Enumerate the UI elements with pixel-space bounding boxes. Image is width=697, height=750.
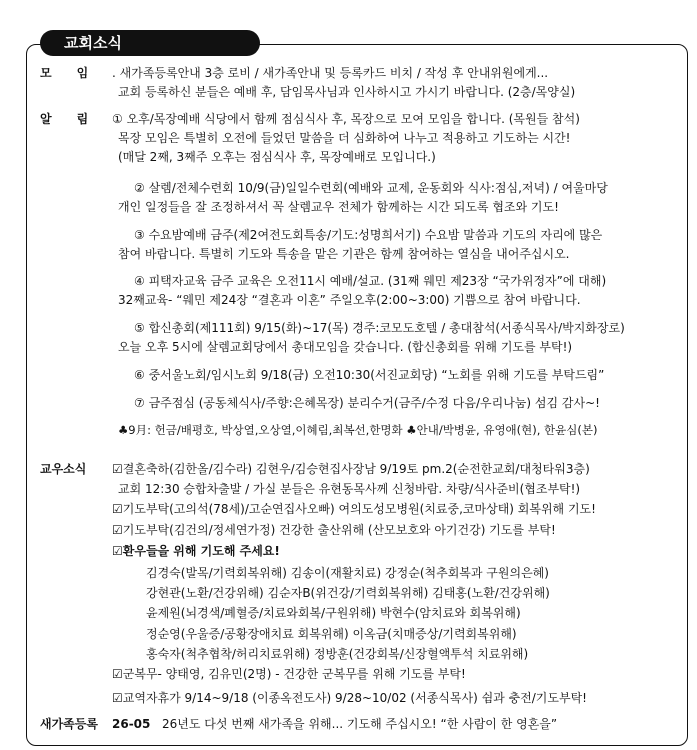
checkbox-icon [112, 462, 123, 476]
prayer-2 [112, 521, 556, 540]
patients-title [112, 542, 280, 561]
checkbox-icon [112, 502, 123, 516]
staff-vacation [112, 689, 587, 708]
section-title: 교회소식 [40, 30, 260, 56]
notice-4-line-2: 32째교육- “웨민 제24장 “결혼과 이혼” 주일오후(2:00~3:00) 기쁨으로 참여 바랍니다. [118, 293, 581, 307]
wedding-line-1 [112, 460, 590, 479]
wedding-text-1: 결혼축하(김한올/김수라) 김현우/김승현집사장남 9/19토 pm.2(순전한교회/대청타워3층) [122, 462, 590, 476]
notice-6-line-1: ⑥ 중서울노회/임시노회 9/18(금) 오전10:30(서진교회당) “노회를 위해 기도를 부탁드림” [134, 368, 605, 382]
patients-line-5: 홍숙자(척추협착/허리치료위해) 정방훈(건강회복/신장혈액투석 치료위해) [146, 647, 529, 661]
meeting-line-1: . 새가족등록안내 3층 로비 / 새가족안내 및 등록카드 비치 / 작성 후 안내위원에게... [112, 66, 549, 80]
notice-2-line-2: 개인 일정들을 잘 조정하셔서 꼭 살렘교우 전체가 함께하는 시간 되도록 협조와 기도! [118, 200, 559, 214]
notice-3-line-2: 참여 바랍니다. 특별히 기도와 특송을 맡은 기관은 함께 참여하는 열심을 내어주십시오. [118, 247, 570, 261]
prayer-1 [112, 500, 596, 519]
wedding-line-2: 교회 12:30 승합차출발 / 가실 분들은 유현동목사께 신청바람. 차량/식사준비(협조부탁!) [118, 482, 581, 496]
checkbox-icon [112, 691, 123, 705]
notice-2-line-1: ② 살렘/전체수련회 10/9(금)일일수련회(예배와 교제, 운동회와 식사:점심,저녁) / 여울마당 [134, 181, 608, 195]
notice-4-line-1: ④ 피택자교육 금주 교육은 오전11시 예배/설교. (31째 웨민 제23장 “국가위정자”에 대해) [134, 274, 607, 288]
patients-title-text: 환우들을 위해 기도해 주세요! [122, 544, 280, 558]
newfamily-text: 26년도 다섯 번째 새가족을 위해... 기도해 주십시오! “한 사람이 한 영혼을” [162, 717, 558, 731]
notice-5-line-2: 오늘 오후 5시에 살렘교회당에서 총대모임을 갖습니다. (합신총회를 위해 기도를 부탁!) [118, 340, 573, 354]
notice-3-line-1: ③ 수요밤예배 금주(제2여전도회특송/기도:성명희서기) 수요밤 말씀과 기도의 자리에 많은 [134, 228, 603, 242]
patients-line-1: 김경숙(발목/기력회복위해) 김송이(재활치료) 강정순(척추회복과 구원의은혜) [146, 566, 549, 580]
checkbox-icon [112, 523, 123, 537]
notice-1-line-1: ① 오후/목장예배 식당에서 함께 점심식사 후, 목장으로 모여 모임을 합니다. (목원들 참석) [112, 112, 580, 126]
notice-1-line-3: (매달 2째, 3째주 오후는 점심식사 후, 목장예배로 모입니다.) [118, 150, 436, 164]
military-service [112, 665, 466, 684]
label-notice: 알 림 [40, 112, 89, 126]
checkbox-icon [112, 544, 123, 558]
patients-line-4: 정순영(우울증/공황장애치료 회복위해) 이옥금(치매증상/기력회복위해) [146, 627, 517, 641]
label-newfamily: 새가족등록 [40, 717, 98, 731]
meeting-line-2: 교회 등록하신 분들은 예배 후, 담임목사님과 인사하시고 가시기 바랍니다. (2층/목양실) [118, 85, 576, 99]
newfamily-number: 26-05 [112, 717, 151, 731]
label-members: 교우소식 [40, 462, 87, 476]
notice-7-line-1: ⑦ 금주점심 (공동체식사/주향:은혜목장) 분리수거(금주/수정 다음/우리나눔) 섬김 감사~! [134, 396, 600, 410]
label-meeting: 모 임 [40, 66, 89, 80]
notice-8-line-1: ♣9月: 헌금/배평호, 박상열,오상열,이혜림,최복선,한명화 ♣안내/박병윤, 유영애(현), 한윤심(본) [118, 423, 598, 437]
prayer-1-text: 기도부탁(고의석(78세)/고순연집사오빠) 여의도성모병원(치료중,코마상태) 회복위해 기도! [122, 502, 596, 516]
prayer-2-text: 기도부탁(김건의/정세연가정) 건강한 출산위해 (산모보호와 아기건강) 기도를 부탁! [122, 523, 556, 537]
notice-1-line-2: 목장 모임은 특별히 오전에 들었던 말씀을 더 심화하여 나누고 적용하고 기도하는 시간! [118, 131, 571, 145]
military-text: 군복무- 양태영, 김유민(2명) - 건강한 군복무를 위해 기도를 부탁! [122, 667, 466, 681]
notice-5-line-1: ⑤ 합신총회(제111회) 9/15(화)~17(목) 경주:코모도호텔 / 총대참석(서종식목사/박지화장로) [134, 321, 625, 335]
patients-line-2: 강현관(노환/건강위해) 김순자B(위건강/기력회복위해) 김태홍(노환/건강위해) [146, 586, 550, 600]
patients-line-3: 윤제원(뇌경색/폐혈증/치료와회복/구원위해) 박현수(암치료와 회복위해) [146, 606, 521, 620]
checkbox-icon [112, 667, 123, 681]
vacation-text: 교역자휴가 9/14~9/18 (이종옥전도사) 9/28~10/02 (서종식목사) 쉼과 충전/기도부탁! [122, 691, 587, 705]
